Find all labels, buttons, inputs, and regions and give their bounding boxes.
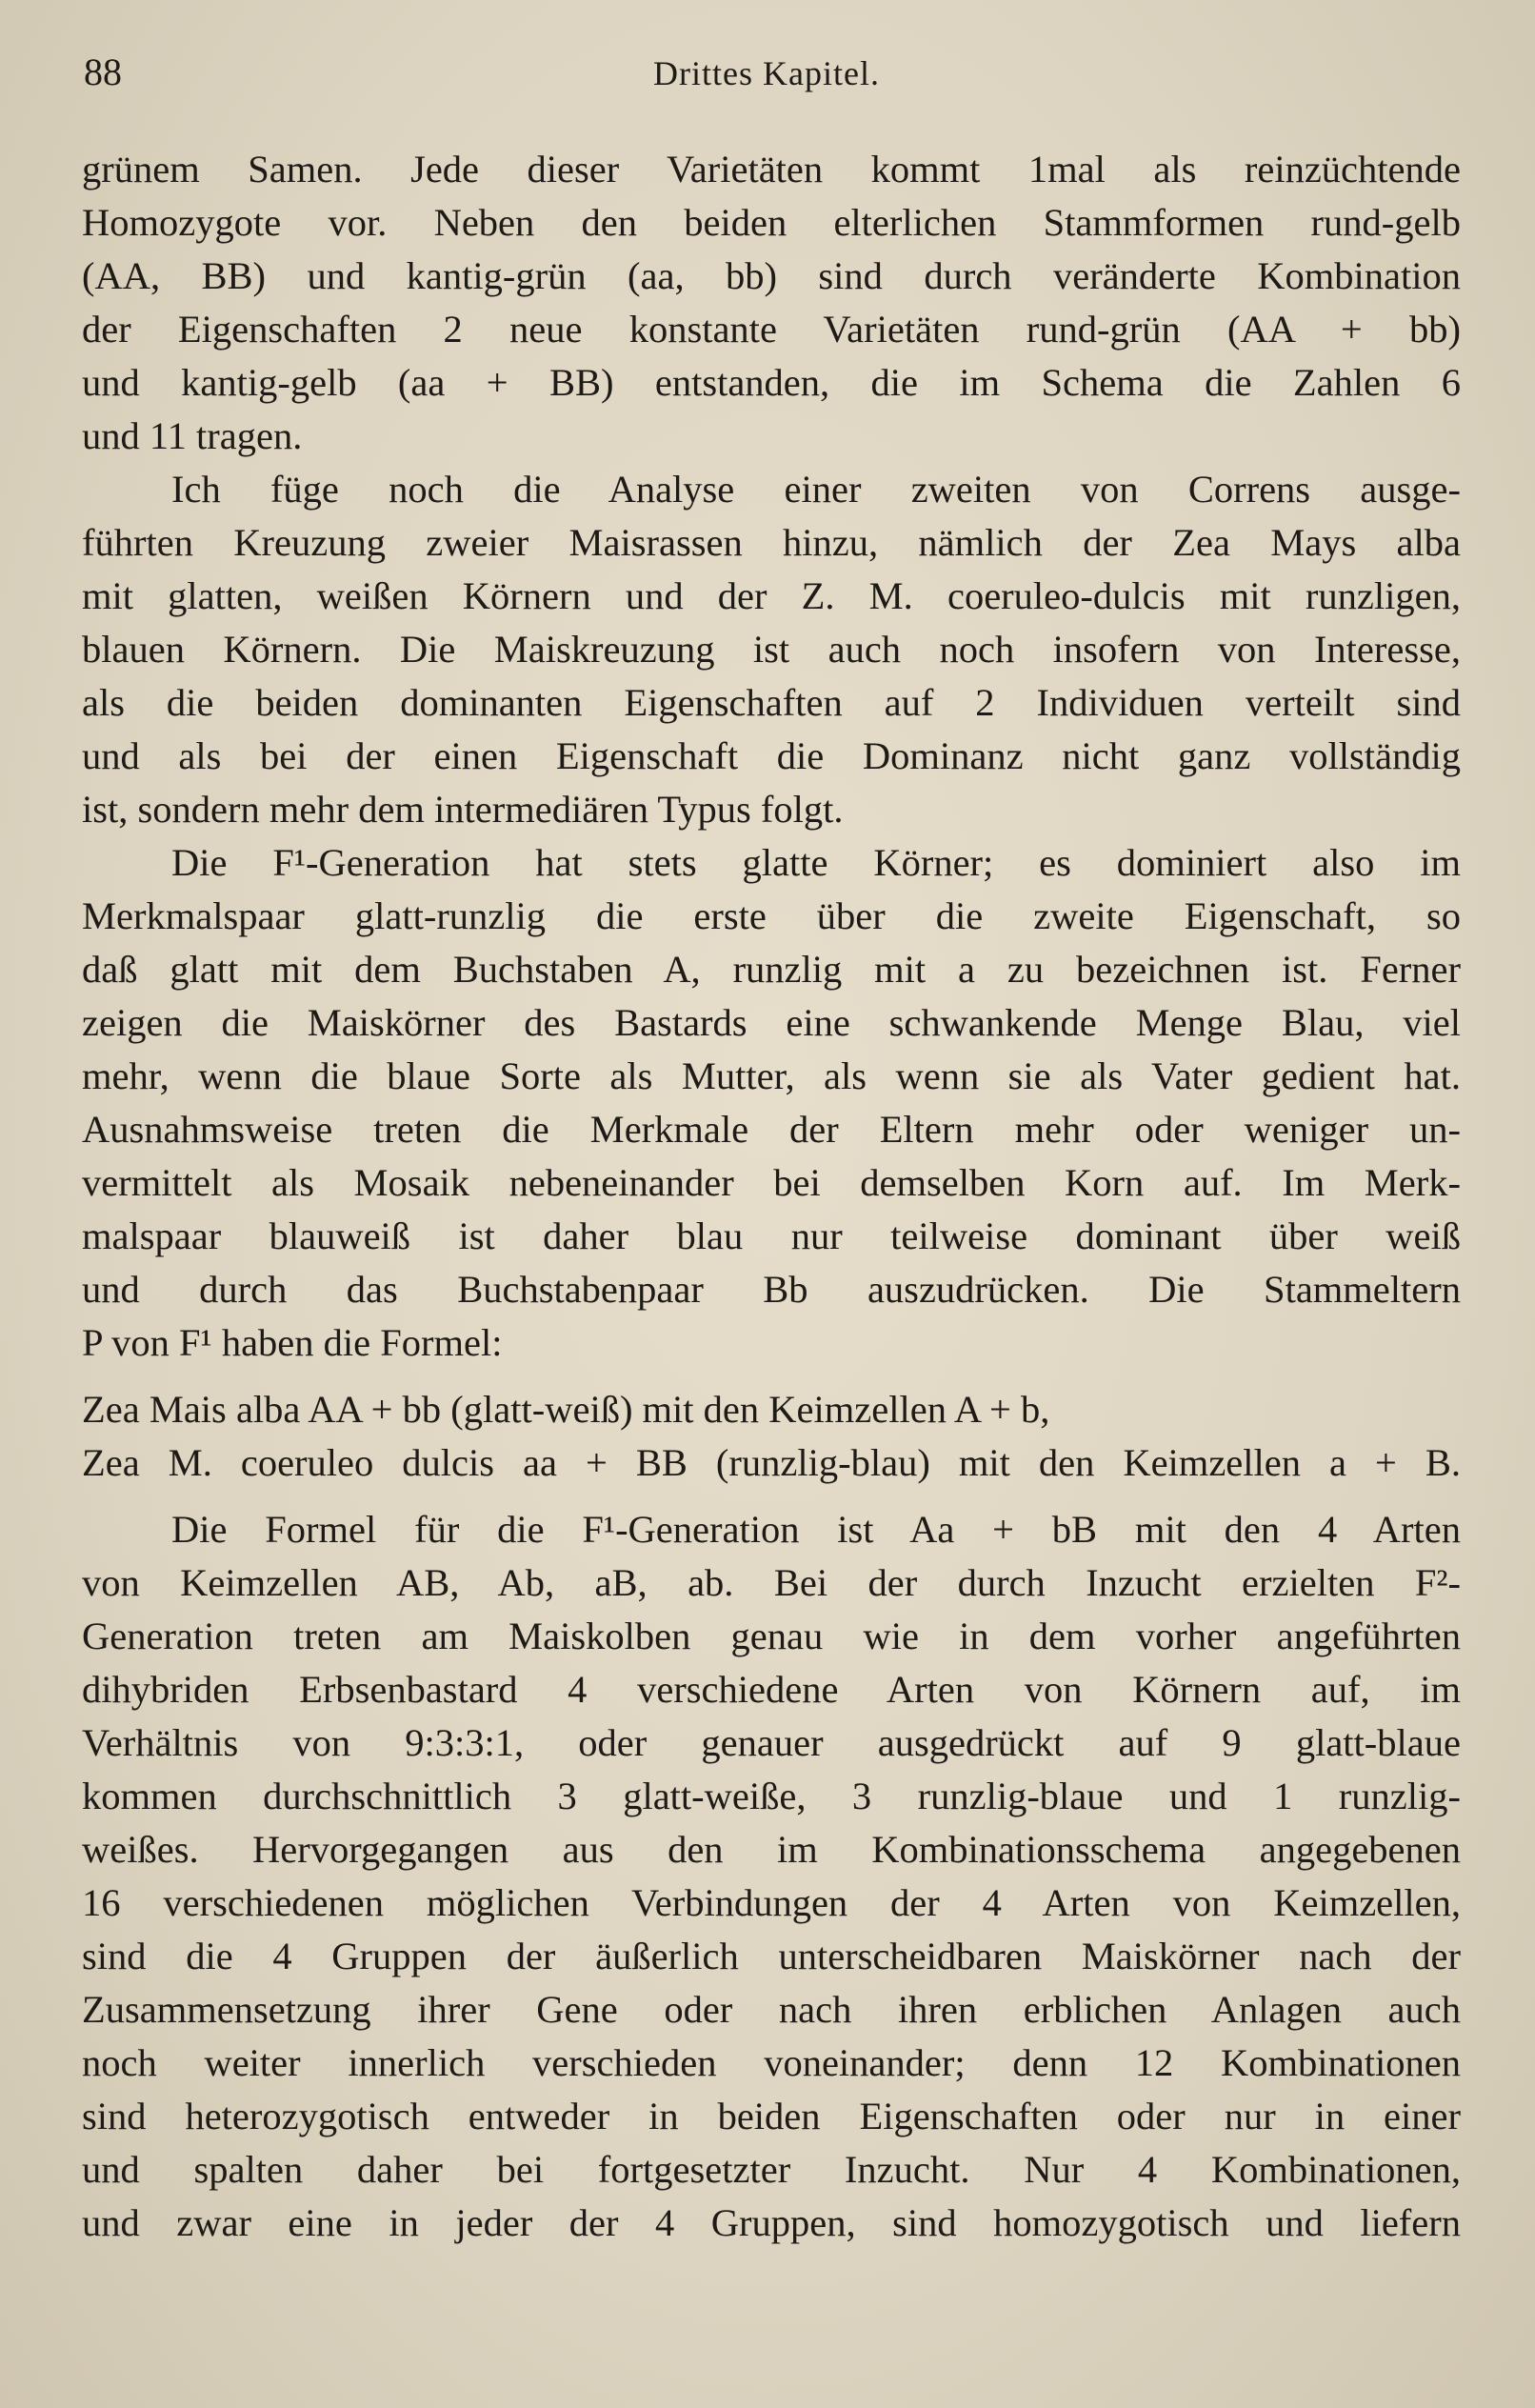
text-line: grünem Samen. Jede dieser Varietäten kommt 1mal als reinzüchtende	[82, 148, 1461, 191]
text-line: Generation treten am Maiskolben genau wie in dem vorher angeführten	[82, 1615, 1461, 1657]
text-line: und kantig-gelb (aa + BB) entstanden, die im Schema die Zahlen 6	[82, 361, 1461, 404]
text-line: sind die 4 Gruppen der äußerlich unterscheidbaren Maiskörner nach der	[82, 1935, 1461, 1977]
text-line: mit glatten, weißen Körnern und der Z. M. coeruleo-dulcis mit runzligen,	[82, 574, 1461, 617]
text-line: Verhältnis von 9:3:3:1, oder genauer ausgedrückt auf 9 glatt-blaue	[82, 1721, 1461, 1764]
paragraph-gap	[82, 1490, 1461, 1503]
text-line: und durch das Buchstabenpaar Bb auszudrücken. Die Stammeltern	[82, 1268, 1461, 1311]
text-line: sind heterozygotisch entweder in beiden Eigenschaften oder nur in einer	[82, 2095, 1461, 2137]
text-line: (AA, BB) und kantig-grün (aa, bb) sind durch veränderte Kombination	[82, 254, 1461, 297]
text-line: daß glatt mit dem Buchstaben A, runzlig mit a zu bezeichnen ist. Ferner	[82, 948, 1461, 991]
text-line: von Keimzellen AB, Ab, aB, ab. Bei der durch Inzucht erzielten F²-	[82, 1561, 1461, 1604]
running-head: Drittes Kapitel.	[653, 54, 880, 92]
text-line: P von F¹ haben die Formel:	[82, 1321, 503, 1364]
text-line: Zea Mais alba AA + bb (glatt-weiß) mit den Keimzellen A + b,	[82, 1388, 1050, 1431]
paragraph-gap	[82, 1370, 1461, 1383]
text-line: Ich füge noch die Analyse einer zweiten von Correns ausge-	[171, 468, 1461, 511]
text-line: der Eigenschaften 2 neue konstante Varietäten rund-grün (AA + bb)	[82, 308, 1461, 351]
text-line: Die F¹-Generation hat stets glatte Körner; es dominiert also im	[171, 841, 1461, 884]
text-line: dihybriden Erbsenbastard 4 verschiedene Arten von Körnern auf, im	[82, 1668, 1461, 1711]
text-line: ist, sondern mehr dem intermediären Typus folgt.	[82, 788, 844, 831]
text-line: und spalten daher bei fortgesetzter Inzucht. Nur 4 Kombinationen,	[82, 2148, 1461, 2191]
text-line: Zusammensetzung ihrer Gene oder nach ihren erblichen Anlagen auch	[82, 1988, 1461, 2031]
text-line: Die Formel für die F¹-Generation ist Aa + bB mit den 4 Arten	[171, 1508, 1461, 1551]
text-line: und als bei der einen Eigenschaft die Dominanz nicht ganz vollständig	[82, 734, 1461, 777]
page-header	[84, 50, 1449, 107]
text-line: führten Kreuzung zweier Maisrassen hinzu, nämlich der Zea Mays alba	[82, 521, 1461, 564]
text-line: mehr, wenn die blaue Sorte als Mutter, als wenn sie als Vater gedient hat.	[82, 1054, 1461, 1097]
text-line: vermittelt als Mosaik nebeneinander bei demselben Korn auf. Im Merk-	[82, 1161, 1461, 1204]
text-line: weißes. Hervorgegangen aus den im Kombinationsschema angegebenen	[82, 1828, 1461, 1871]
text-line: zeigen die Maiskörner des Bastards eine schwankende Menge Blau, viel	[82, 1001, 1461, 1044]
text-line: kommen durchschnittlich 3 glatt-weiße, 3 runzlig-blaue und 1 runzlig-	[82, 1775, 1461, 1817]
page-number: 88	[84, 50, 122, 93]
text-line: malspaar blauweiß ist daher blau nur teilweise dominant über weiß	[82, 1214, 1461, 1257]
body-text	[82, 143, 1461, 2250]
text-line: Ausnahmsweise treten die Merkmale der Eltern mehr oder weniger un-	[82, 1108, 1461, 1151]
text-line: blauen Körnern. Die Maiskreuzung ist auch noch insofern von Interesse,	[82, 628, 1461, 671]
text-line: 16 verschiedenen möglichen Verbindungen der 4 Arten von Keimzellen,	[82, 1881, 1461, 1924]
text-line: noch weiter innerlich verschieden voneinander; denn 12 Kombinationen	[82, 2041, 1461, 2084]
text-line: Merkmalspaar glatt-runzlig die erste über die zweite Eigenschaft, so	[82, 894, 1461, 937]
text-line: Homozygote vor. Neben den beiden elterlichen Stammformen rund-gelb	[82, 201, 1461, 244]
text-line: und 11 tragen.	[82, 414, 303, 457]
text-line: Zea M. coeruleo dulcis aa + BB (runzlig-blau) mit den Keimzellen a + B.	[82, 1441, 1461, 1484]
text-line: als die beiden dominanten Eigenschaften auf 2 Individuen verteilt sind	[82, 681, 1461, 724]
text-line: und zwar eine in jeder der 4 Gruppen, sind homozygotisch und liefern	[82, 2201, 1461, 2244]
